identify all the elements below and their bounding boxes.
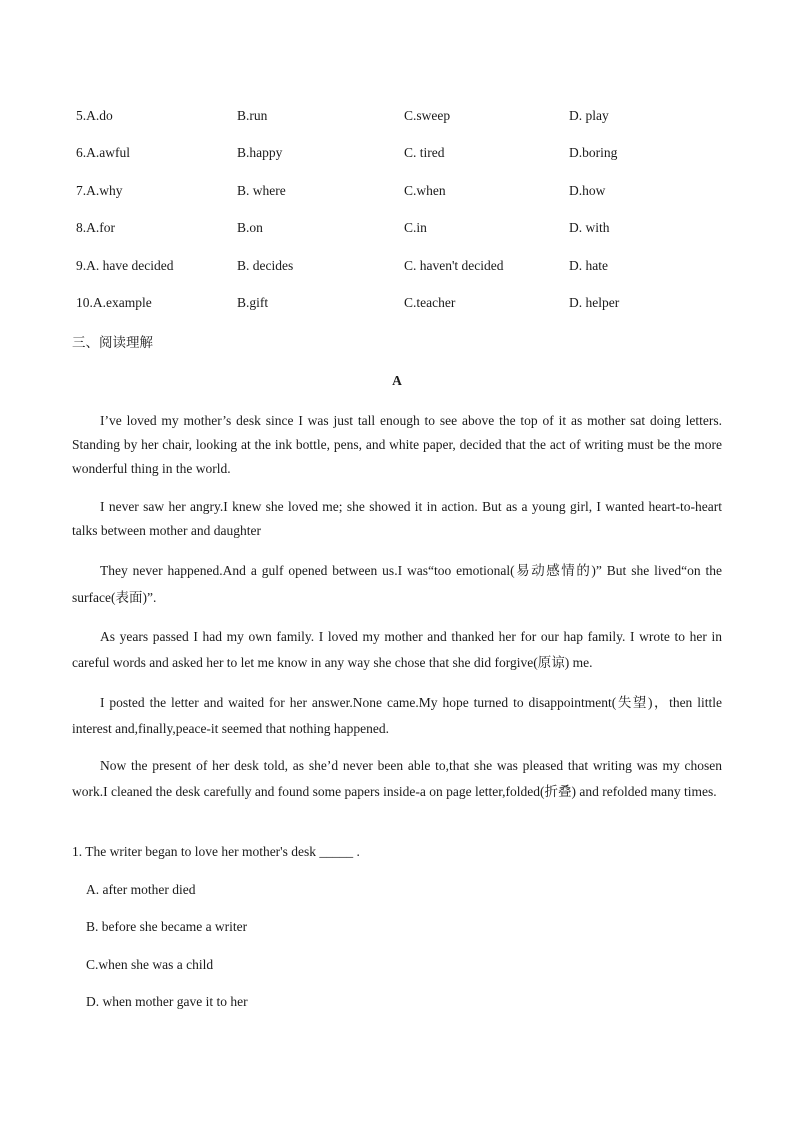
option-c: C. tired <box>404 145 445 160</box>
option-c: C.sweep <box>404 108 451 123</box>
question-choice-b: B. before she became a writer <box>86 919 248 934</box>
option-row-7 <box>76 181 736 201</box>
option-b: B. decides <box>237 258 294 273</box>
section-title: 三、阅读理解 <box>72 335 153 351</box>
option-b: B.run <box>237 108 268 123</box>
option-row-6 <box>76 143 736 163</box>
passage-paragraph-5: I posted the letter and waited for her answer.None came.My hope turned to disappointment(失望)，then little interest and,finally,peace-it seemed that nothing happened. <box>72 695 722 736</box>
option-b: B.on <box>237 220 263 235</box>
passage-paragraph-1: I’ve loved my mother’s desk since I was just tall enough to see above the top of it as mother sat doing letters. Standing by her chair, looking at the ink bottle, pens, and white paper, decided that the act of writing must be the more wonderful thing in the world. <box>72 413 722 476</box>
option-b: B. where <box>237 183 286 198</box>
option-row-9 <box>76 256 736 276</box>
option-a: 6.A.awful <box>76 145 130 160</box>
option-row-8 <box>76 218 736 238</box>
option-c: C.when <box>404 183 446 198</box>
passage-paragraph-2: I never saw her angry.I knew she loved me; she showed it in action. But as a young girl, I wanted heart-to-heart talks between mother and daughter <box>72 499 722 538</box>
option-c: C.teacher <box>404 295 456 310</box>
option-d: D. hate <box>569 258 608 273</box>
option-c: C.in <box>404 220 427 235</box>
option-a: 7.A.why <box>76 183 123 198</box>
question-stem: 1. The writer began to love her mother's desk _____ . <box>72 844 360 859</box>
option-row-5 <box>76 106 736 126</box>
option-a: 8.A.for <box>76 220 115 235</box>
option-d: D. with <box>569 220 610 235</box>
question-choice-a: A. after mother died <box>86 882 196 897</box>
passage-title: A <box>392 373 402 388</box>
option-d: D. helper <box>569 295 620 310</box>
question-choice-d: D. when mother gave it to her <box>86 994 248 1009</box>
option-d: D. play <box>569 108 609 123</box>
passage-paragraph-3: They never happened.And a gulf opened between us.I was“too emotional(易动感情的)” But she lived“on the surface(表面)”. <box>72 563 722 605</box>
option-b: B.happy <box>237 145 283 160</box>
option-d: D.how <box>569 183 606 198</box>
option-d: D.boring <box>569 145 618 160</box>
option-a: 5.A.do <box>76 108 113 123</box>
option-a: 9.A. have decided <box>76 258 174 273</box>
question-choice-c: C.when she was a child <box>86 957 214 972</box>
option-row-10 <box>76 293 736 313</box>
option-c: C. haven't decided <box>404 258 504 273</box>
option-b: B.gift <box>237 295 269 310</box>
option-a: 10.A.example <box>76 295 152 310</box>
passage-paragraph-6: Now the present of her desk told, as she’d never been able to,that she was pleased that writing was my chosen work.I cleaned the desk carefully and found some papers inside-a on page letter,folded(折叠) and refolded many times. <box>72 758 722 799</box>
passage-paragraph-4: As years passed I had my own family. I loved my mother and thanked her for our hap family. I wrote to her in careful words and asked her to let me know in any way she chose that she did forgive(原谅) me. <box>72 629 722 670</box>
